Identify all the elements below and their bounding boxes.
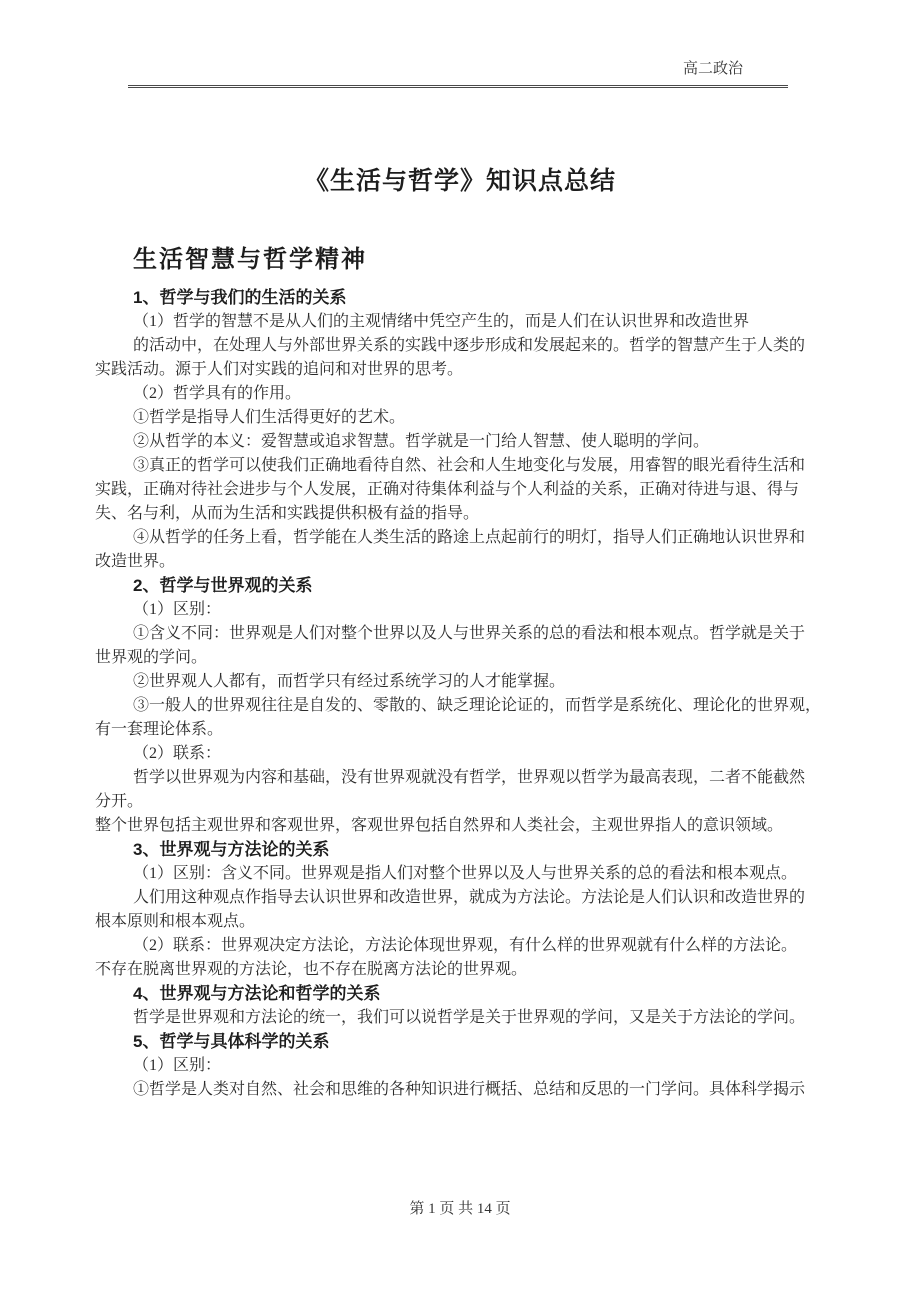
text-line: 整个世界包括主观世界和客观世界，客观世界包括自然界和人类社会，主观世界指人的意识领域。 xyxy=(95,817,784,834)
text-line: ②世界观人人都有，而哲学只有经过系统学习的人才能掌握。 xyxy=(133,673,566,690)
page-number-text: 第 1 页 共 14 页 xyxy=(409,1201,511,1217)
text-line: 的活动中，在处理人与外部世界关系的实践中逐步形成和发展起来的。哲学的智慧产生于人类的 xyxy=(133,337,806,354)
text-line: （2）哲学具有的作用。 xyxy=(133,385,302,402)
text-line: 哲学是世界观和方法论的统一，我们可以说哲学是关于世界观的学问，又是关于方法论的学问。 xyxy=(133,1009,806,1026)
text-line: 改造世界。 xyxy=(95,553,176,570)
text-line: 4、世界观与方法论和哲学的关系 xyxy=(133,984,381,1003)
text-line: 哲学以世界观为内容和基础，没有世界观就没有哲学，世界观以哲学为最高表现，二者不能截然 xyxy=(133,769,806,786)
text-line: ①哲学是人类对自然、社会和思维的各种知识进行概括、总结和反思的一门学问。具体科学揭示 xyxy=(133,1081,806,1098)
text-line: 2、哲学与世界观的关系 xyxy=(133,576,313,595)
text-line: 3、世界观与方法论的关系 xyxy=(133,840,330,859)
page-footer xyxy=(0,1198,920,1220)
text-line: ②从哲学的本义：爱智慧或追求智慧。哲学就是一门给人智慧、使人聪明的学问。 xyxy=(133,433,710,450)
text-line: 世界观的学问。 xyxy=(95,649,208,666)
page-header xyxy=(128,58,788,88)
text-line: （1）区别： xyxy=(133,1057,222,1074)
text-line: 5、哲学与具体科学的关系 xyxy=(133,1032,330,1051)
text-line: ③真正的哲学可以使我们正确地看待自然、社会和人生地变化与发展，用睿智的眼光看待生活和 xyxy=(133,457,806,474)
text-line: 人们用这种观点作指导去认识世界和改造世界，就成为方法论。方法论是人们认识和改造世界的 xyxy=(133,889,806,906)
text-line: ③一般人的世界观往往是自发的、零散的、缺乏理论论证的，而哲学是系统化、理论化的世界观， xyxy=(133,697,822,714)
text-line: （1）区别： xyxy=(133,601,222,618)
text-line: 1、哲学与我们的生活的关系 xyxy=(133,288,347,307)
section-heading: 生活智慧与哲学精神 xyxy=(133,246,367,273)
text-line: 根本原则和根本观点。 xyxy=(95,913,256,930)
text-line: （1）区别：含义不同。世界观是指人们对整个世界以及人与世界关系的总的看法和根本观点。 xyxy=(133,865,798,882)
document-title: 《生活与哲学》知识点总结 xyxy=(303,168,616,195)
text-line: 失、名与利，从而为生活和实践提供积极有益的指导。 xyxy=(95,505,480,522)
text-line: （2）联系：世界观决定方法论，方法论体现世界观，有什么样的世界观就有什么样的方法论。 xyxy=(133,937,798,954)
text-line: ①哲学是指导人们生活得更好的艺术。 xyxy=(133,409,406,426)
text-line: （2）联系： xyxy=(133,745,222,762)
text-line: ④从哲学的任务上看，哲学能在人类生活的路途上点起前行的明灯，指导人们正确地认识世界和 xyxy=(133,529,806,546)
text-line: 分开。 xyxy=(95,793,144,810)
text-line: ①含义不同：世界观是人们对整个世界以及人与世界关系的总的看法和根本观点。哲学就是关于 xyxy=(133,625,806,642)
text-line: 实践活动。源于人们对实践的追问和对世界的思考。 xyxy=(95,361,464,378)
text-line: 实践，正确对待社会进步与个人发展，正确对待集体利益与个人利益的关系，正确对待进与退、得与 xyxy=(95,481,800,498)
text-line: 不存在脱离世界观的方法论，也不存在脱离方法论的世界观。 xyxy=(95,961,528,978)
document-body xyxy=(95,286,832,1102)
text-line: 有一套理论体系。 xyxy=(95,721,224,738)
text-line: （1）哲学的智慧不是从人们的主观情绪中凭空产生的，而是人们在认识世界和改造世界 xyxy=(133,313,750,330)
header-course-label: 高二政治 xyxy=(682,61,743,77)
